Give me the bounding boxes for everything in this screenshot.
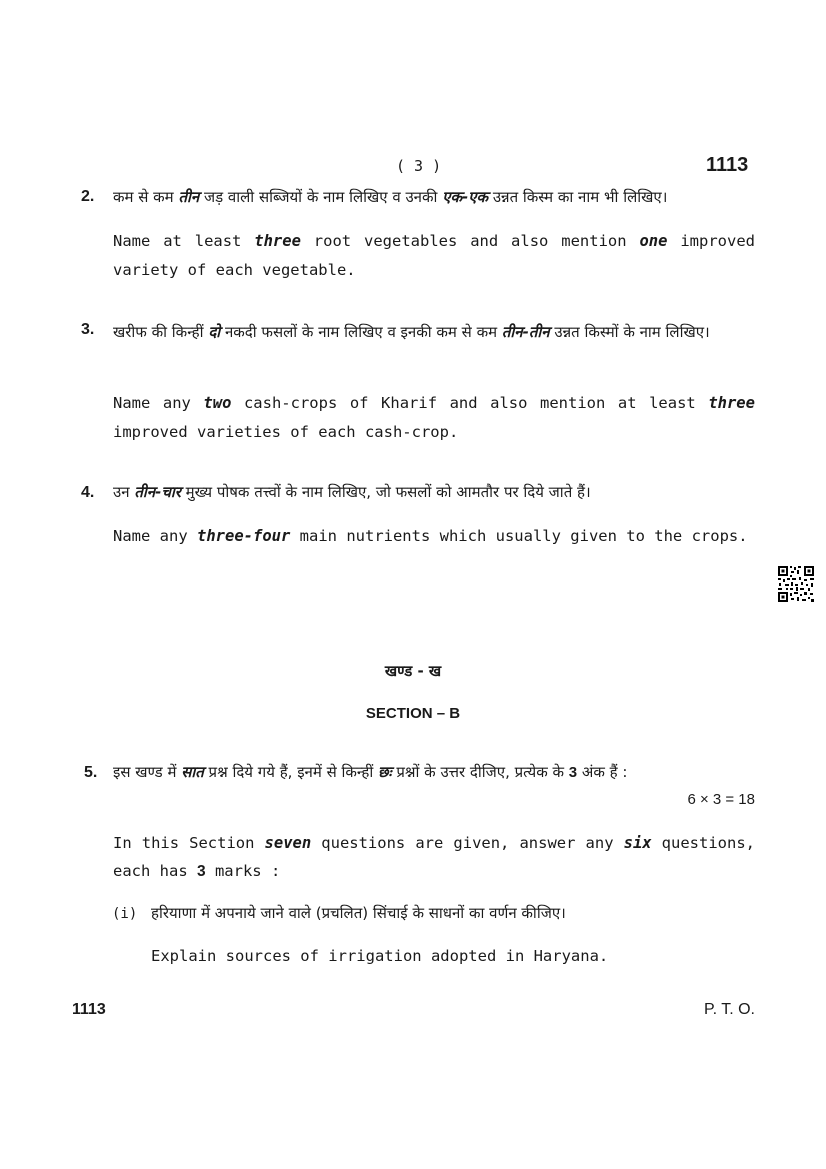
footer-pto: P. T. O. xyxy=(704,1001,755,1018)
question-3-hindi: खरीफ की किन्हीं दो नकदी फसलों के नाम लिखिए व इनकी कम से कम तीन-तीन उन्नत किस्मों के नाम लिखिए। xyxy=(113,323,710,341)
question-4-number: 4. xyxy=(81,484,95,501)
subquestion-english: Explain sources of irrigation adopted in Haryana. xyxy=(151,947,609,965)
section-hindi-title: खण्ड - ख xyxy=(384,662,442,680)
paper-code: 1113 xyxy=(706,154,749,176)
question-2-number: 2. xyxy=(81,188,95,205)
question-5-number: 5. xyxy=(84,764,98,781)
question-2-hindi: कम से कम तीन जड़ वाली सब्जियों के नाम लिखिए व उनकी एक-एक उन्नत किस्म का नाम भी लिखिए। xyxy=(113,188,668,206)
qr-code-icon xyxy=(777,565,815,603)
subquestion-label: (i) xyxy=(112,906,138,922)
question-5-marks: 6 × 3 = 18 xyxy=(687,791,755,808)
question-2-english: Name at least three root vegetables and also mention one improved variety of each vegetable. xyxy=(113,232,755,279)
subquestion-hindi: हरियाणा में अपनाये जाने वाले (प्रचलित) सिंचाई के साधनों का वर्णन कीजिए। xyxy=(151,904,566,922)
question-3-number: 3. xyxy=(81,321,95,338)
question-4-hindi: उन तीन-चार मुख्य पोषक तत्त्वों के नाम लिखिए, जो फसलों को आमतौर पर दिये जाते हैं। xyxy=(113,483,591,501)
page-number: ( 3 ) xyxy=(396,157,442,175)
question-5-english: In this Section seven questions are given, answer any six questions, each has 3 marks : xyxy=(113,834,755,880)
question-4-english: Name any three-four main nutrients which usually given to the crops. xyxy=(113,527,748,545)
question-5-hindi: इस खण्ड में सात प्रश्न दिये गये हैं, इनमें से किन्हीं छः प्रश्नों के उत्तर दीजिए, प्रत्येक के 3 अंक हैं : xyxy=(113,763,628,781)
footer-code: 1113 xyxy=(72,1001,106,1018)
question-3-english: Name any two cash-crops of Kharif and also mention at least three improved varieties of each cash-crop. xyxy=(113,394,755,441)
section-english-title: SECTION – B xyxy=(365,705,461,722)
